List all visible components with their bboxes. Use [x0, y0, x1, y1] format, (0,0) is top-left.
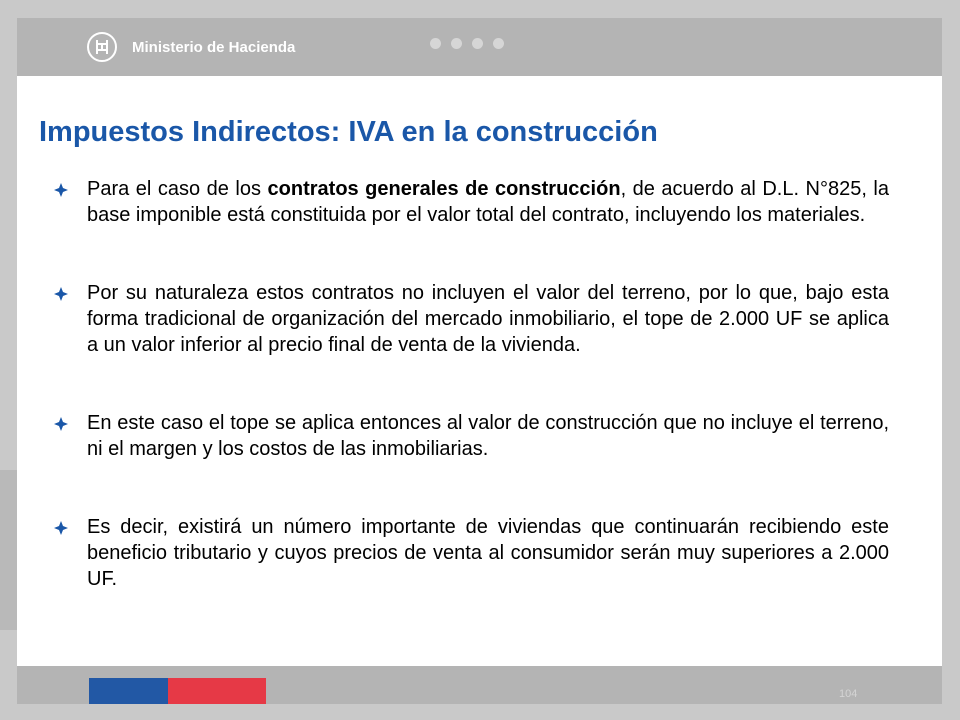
decoration-dot: [430, 38, 441, 49]
diamond-bullet-icon: [54, 417, 68, 431]
bullet-text-bold: contratos generales de construcción: [267, 178, 621, 200]
bullet-text-start: Para el caso de los: [87, 178, 268, 200]
decoration-dot: [493, 38, 504, 49]
bullet-text: Por su naturaleza estos contratos no incluyen el valor del terreno, por lo que, bajo esta forma tradicional de organización del mercado inmobiliario, el tope de 2.000 UF se aplica a un valor inferior al precio final de venta de la vivienda.: [87, 282, 889, 356]
decoration-dot: [451, 38, 462, 49]
decoration-dot: [943, 136, 953, 146]
ministry-name: Ministerio de Hacienda: [132, 39, 296, 56]
bullet-item: [54, 410, 889, 462]
decoration-dot: [943, 102, 953, 112]
bullet-text-end: , de acuerdo al D.L. N°825, la base imponible está constituida por el valor total del contrato, incluyendo los materiales.: [87, 178, 889, 226]
decoration-dot: [472, 38, 483, 49]
decoration-dot: [943, 153, 953, 163]
ministry-seal-icon: [87, 32, 117, 62]
bullet-list: [54, 176, 889, 592]
bullet-item: [54, 176, 889, 228]
page-number: 104: [839, 688, 858, 700]
left-edge-tab: [0, 470, 17, 630]
diamond-bullet-icon: [54, 521, 68, 535]
diamond-bullet-icon: [54, 287, 68, 301]
slide-footer: [17, 666, 942, 704]
slide-title: Impuestos Indirectos: IVA en la construcción: [39, 116, 658, 148]
bullet-text: Es decir, existirá un número importante de viviendas que continuarán recibiendo este beneficio tributario y cuyos precios de venta al consumidor serán muy superiores a 2.000 UF.: [87, 516, 889, 590]
footer-blue-stripe: [89, 678, 168, 704]
bullet-text: En este caso el tope se aplica entonces al valor de construcción que no incluye el terreno, ni el margen y los costos de las inmobiliarias.: [87, 412, 889, 460]
bullet-item: [54, 280, 889, 358]
diamond-bullet-icon: [54, 183, 68, 197]
slide: [17, 18, 942, 704]
bullet-item: [54, 514, 889, 592]
footer-red-stripe: [168, 678, 266, 704]
decoration-dot: [943, 119, 953, 129]
